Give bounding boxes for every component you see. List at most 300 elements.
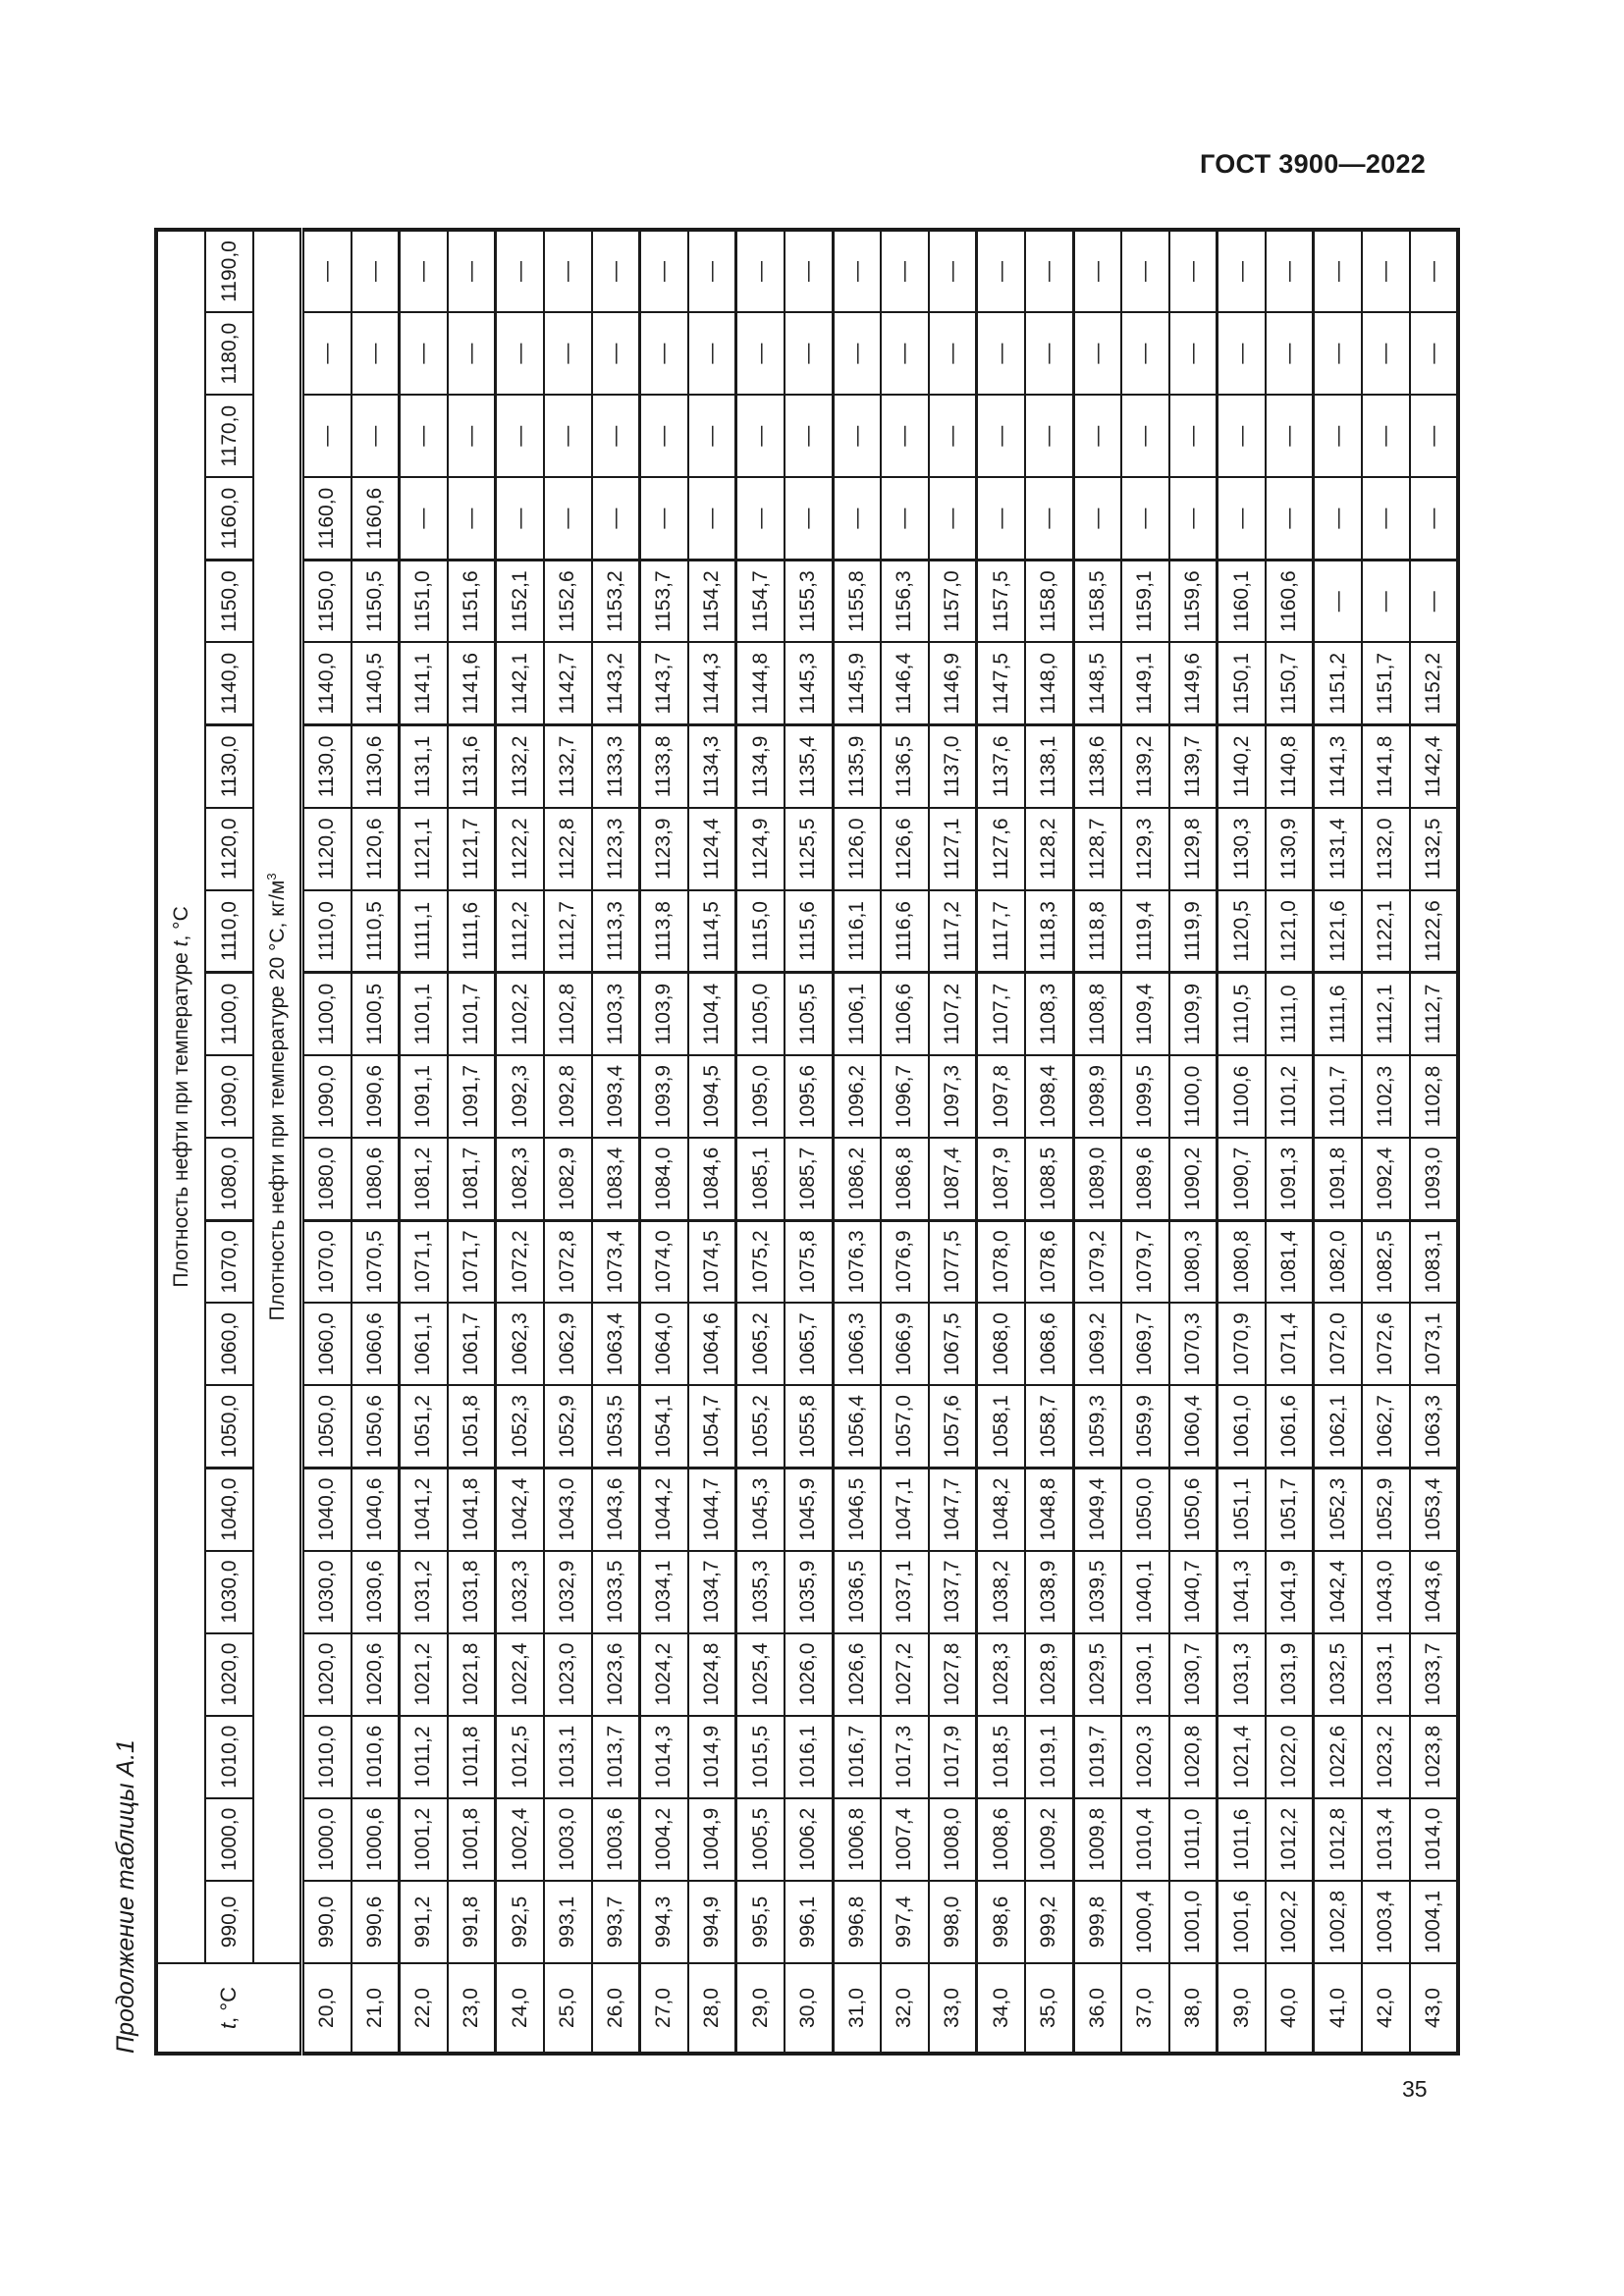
temperature-cell: 28,0	[688, 1963, 736, 2054]
density-cell: 1115,0	[736, 890, 785, 973]
density-cell: 1092,8	[544, 1055, 592, 1138]
density-cell: 1013,7	[592, 1716, 640, 1798]
density-cell: 1005,5	[736, 1798, 785, 1881]
density-cell: —	[302, 312, 352, 395]
table-row	[448, 230, 496, 2054]
density-cell: 1152,2	[1410, 643, 1459, 725]
density-cell: 1120,5	[1218, 890, 1266, 973]
density-cell: 1023,0	[544, 1633, 592, 1716]
density-cell: 1127,6	[977, 808, 1025, 890]
table-row	[785, 230, 833, 2054]
density-column-header: 1110,0	[205, 890, 253, 973]
density-cell: 1012,2	[1266, 1798, 1314, 1881]
density-cell: 1155,8	[833, 560, 881, 642]
density-cell: 1027,8	[929, 1633, 977, 1716]
density-cell: 1150,1	[1218, 643, 1266, 725]
density-cell: 1076,9	[881, 1220, 929, 1303]
density-cell: —	[1410, 312, 1459, 395]
density-cell: 1037,1	[881, 1551, 929, 1633]
density-cell: 1134,3	[688, 725, 736, 808]
density-cell: 1098,9	[1073, 1055, 1121, 1138]
density-cell: —	[881, 477, 929, 560]
density-cell: —	[1073, 312, 1121, 395]
density-cell: —	[736, 395, 785, 477]
density-cell: 1023,6	[592, 1633, 640, 1716]
density-cell: 1026,0	[785, 1633, 833, 1716]
density-cell: —	[400, 312, 448, 395]
density-cell: 1016,7	[833, 1716, 881, 1798]
density-cell: 1050,0	[1121, 1468, 1169, 1550]
density-cell: —	[640, 230, 688, 312]
density-column-header: 1190,0	[205, 230, 253, 312]
density-cell: 1102,8	[1410, 1055, 1459, 1138]
density-cell: 1108,8	[1073, 973, 1121, 1055]
density-cell: 1146,4	[881, 643, 929, 725]
density-cell: 1033,7	[1410, 1633, 1459, 1716]
density-cell: —	[736, 312, 785, 395]
density-cell: 1059,3	[1073, 1385, 1121, 1468]
density-table-container	[154, 231, 1444, 2056]
density-cell: 1034,7	[688, 1551, 736, 1633]
density-cell: 1043,6	[1410, 1551, 1459, 1633]
density-column-header: 1160,0	[205, 477, 253, 560]
density-cell: 1024,2	[640, 1633, 688, 1716]
density-cell: 1150,5	[352, 560, 400, 642]
density-cell: —	[1410, 395, 1459, 477]
density-cell: —	[544, 230, 592, 312]
density-cell: 1100,0	[302, 973, 352, 1055]
density-cell: 1008,0	[929, 1798, 977, 1881]
density-cell: 1010,0	[302, 1716, 352, 1798]
density-cell: 1061,0	[1218, 1385, 1266, 1468]
density-cell: 1057,6	[929, 1385, 977, 1468]
temperature-cell: 42,0	[1362, 1963, 1410, 2054]
temperature-cell: 29,0	[736, 1963, 785, 2054]
density-cell: 1022,0	[1266, 1716, 1314, 1798]
density-cell: 1031,2	[400, 1551, 448, 1633]
density-cell: 1075,8	[785, 1220, 833, 1303]
density-cell: 1094,5	[688, 1055, 736, 1138]
density-cell: 1113,3	[592, 890, 640, 973]
density-cell: —	[1314, 560, 1362, 642]
density-cell: —	[1121, 230, 1169, 312]
density-cell: 1087,4	[929, 1138, 977, 1220]
density-cell: 1022,4	[496, 1633, 544, 1716]
density-cell: 1124,9	[736, 808, 785, 890]
density-cell: 1096,7	[881, 1055, 929, 1138]
density-cell: —	[1362, 395, 1410, 477]
density-cell: —	[1025, 312, 1073, 395]
density-cell: 1061,1	[400, 1303, 448, 1385]
density-cell: 1157,0	[929, 560, 977, 642]
density-cell: 1041,2	[400, 1468, 448, 1550]
density-cell: —	[785, 395, 833, 477]
density-cell: 1001,2	[400, 1798, 448, 1881]
density-cell: 1017,9	[929, 1716, 977, 1798]
density-cell: 1088,5	[1025, 1138, 1073, 1220]
density-cell: —	[640, 395, 688, 477]
density-cell: 1112,7	[544, 890, 592, 973]
density-cell: —	[1410, 560, 1459, 642]
density-cell: 1108,3	[1025, 973, 1073, 1055]
density-cell: —	[881, 312, 929, 395]
density-cell: 1071,1	[400, 1220, 448, 1303]
density-cell: 1137,0	[929, 725, 977, 808]
density-cell: 1052,3	[1314, 1468, 1362, 1550]
density-cell: 1073,4	[592, 1220, 640, 1303]
density-cell: 1101,2	[1266, 1055, 1314, 1138]
density-cell: 1111,1	[400, 890, 448, 973]
density-cell: 1089,6	[1121, 1138, 1169, 1220]
density-cell: 1138,6	[1073, 725, 1121, 808]
density-cell: 1040,7	[1169, 1551, 1218, 1633]
density-cell: 1080,6	[352, 1138, 400, 1220]
density-cell: 1144,3	[688, 643, 736, 725]
density-cell: —	[929, 477, 977, 560]
density-cell: 1090,0	[302, 1055, 352, 1138]
density-cell: 1132,7	[544, 725, 592, 808]
density-cell: 1047,7	[929, 1468, 977, 1550]
density-cell: 997,4	[881, 1881, 929, 1963]
density-cell: 1029,5	[1073, 1633, 1121, 1716]
density-cell: 1013,1	[544, 1716, 592, 1798]
density-cell: 1081,4	[1266, 1220, 1314, 1303]
density-cell: 1051,2	[400, 1385, 448, 1468]
density-cell: 1071,7	[448, 1220, 496, 1303]
density-cell: 1066,3	[833, 1303, 881, 1385]
density-cell: 1106,6	[881, 973, 929, 1055]
density-cell: 1030,0	[302, 1551, 352, 1633]
density-cell: 1111,0	[1266, 973, 1314, 1055]
density-cell: 1100,6	[1218, 1055, 1266, 1138]
density-cell: —	[1314, 312, 1362, 395]
density-cell: 1083,4	[592, 1138, 640, 1220]
density-cell: —	[1169, 395, 1218, 477]
density-cell: 1151,0	[400, 560, 448, 642]
density-cell: —	[881, 230, 929, 312]
table-row	[1218, 230, 1266, 2054]
density-cell: 1097,3	[929, 1055, 977, 1138]
density-cell: 1093,4	[592, 1055, 640, 1138]
density-cell: —	[977, 312, 1025, 395]
density-cell: 1019,7	[1073, 1716, 1121, 1798]
density-cell: —	[688, 230, 736, 312]
density-cell: —	[1266, 312, 1314, 395]
temperature-cell: 22,0	[400, 1963, 448, 2054]
density-cell: 1132,2	[496, 725, 544, 808]
density-cell: 1068,0	[977, 1303, 1025, 1385]
table-caption: Продолжение таблицы А.1	[112, 1739, 139, 2054]
density-cell: 1090,6	[352, 1055, 400, 1138]
density-cell: 1056,4	[833, 1385, 881, 1468]
table-row	[833, 230, 881, 2054]
density-cell: 1071,4	[1266, 1303, 1314, 1385]
density-cell: 1035,9	[785, 1551, 833, 1633]
density-cell: 1125,5	[785, 808, 833, 890]
density-cell: 1074,5	[688, 1220, 736, 1303]
density-cell: 1141,3	[1314, 725, 1362, 808]
density-cell: 1021,8	[448, 1633, 496, 1716]
density-cell: 1135,9	[833, 725, 881, 808]
temperature-cell: 32,0	[881, 1963, 929, 2054]
density-cell: 1151,6	[448, 560, 496, 642]
density-cell: 1033,1	[1362, 1633, 1410, 1716]
density-cell: 1008,6	[977, 1798, 1025, 1881]
table-row	[640, 230, 688, 2054]
density-cell: 1062,7	[1362, 1385, 1410, 1468]
density-cell: 1030,1	[1121, 1633, 1169, 1716]
density-cell: 1102,3	[1362, 1055, 1410, 1138]
density-cell: 1014,3	[640, 1716, 688, 1798]
density-cell: 1128,2	[1025, 808, 1073, 890]
density-cell: 1151,2	[1314, 643, 1362, 725]
density-column-header: 1100,0	[205, 973, 253, 1055]
density-column-header: 1030,0	[205, 1551, 253, 1633]
density-cell: 1160,1	[1218, 560, 1266, 642]
density-cell: 1154,7	[736, 560, 785, 642]
density-cell: 1000,6	[352, 1798, 400, 1881]
density-cell: 1105,0	[736, 973, 785, 1055]
density-cell: 1013,4	[1362, 1798, 1410, 1881]
density-cell: —	[496, 395, 544, 477]
density-cell: 1122,1	[1362, 890, 1410, 973]
density-cell: 1100,0	[1169, 1055, 1218, 1138]
density-cell: 1060,6	[352, 1303, 400, 1385]
density-cell: 1015,5	[736, 1716, 785, 1798]
density-cell: 1153,2	[592, 560, 640, 642]
density-cell: 1061,7	[448, 1303, 496, 1385]
density-cell: 1130,9	[1266, 808, 1314, 890]
density-cell: 1140,8	[1266, 725, 1314, 808]
density-column-header: 1040,0	[205, 1468, 253, 1550]
density-cell: —	[688, 477, 736, 560]
density-cell: 1023,2	[1362, 1716, 1410, 1798]
density-cell: 1040,6	[352, 1468, 400, 1550]
density-cell: 1063,3	[1410, 1385, 1459, 1468]
density-cell: 1048,2	[977, 1468, 1025, 1550]
density-table	[154, 228, 1460, 2056]
density-cell: 1053,4	[1410, 1468, 1459, 1550]
table-row	[400, 230, 448, 2054]
density-cell: —	[977, 395, 1025, 477]
density-cell: 1038,2	[977, 1551, 1025, 1633]
density-cell: 1142,7	[544, 643, 592, 725]
temperature-cell: 35,0	[1025, 1963, 1073, 2054]
density-cell: 1110,5	[1218, 973, 1266, 1055]
density-column-header: 1050,0	[205, 1385, 253, 1468]
density-cell: —	[1266, 230, 1314, 312]
density-column-header: 1130,0	[205, 725, 253, 808]
density-cell: 1126,0	[833, 808, 881, 890]
density-cell: 1052,9	[544, 1385, 592, 1468]
density-cell: 1049,4	[1073, 1468, 1121, 1550]
density-cell: 1044,2	[640, 1468, 688, 1550]
density-cell: 1001,0	[1169, 1881, 1218, 1963]
density-cell: —	[833, 312, 881, 395]
density-column-header: 1120,0	[205, 808, 253, 890]
density-cell: 1086,8	[881, 1138, 929, 1220]
density-cell: 1033,5	[592, 1551, 640, 1633]
density-cell: 1002,4	[496, 1798, 544, 1881]
density-cell: 1085,1	[736, 1138, 785, 1220]
density-cell: 1003,4	[1362, 1881, 1410, 1963]
density-cell: 1041,8	[448, 1468, 496, 1550]
density-cell: —	[977, 477, 1025, 560]
density-cell: 1065,7	[785, 1303, 833, 1385]
density-cell: —	[544, 477, 592, 560]
density-cell: 1045,3	[736, 1468, 785, 1550]
density-cell: 1043,0	[1362, 1551, 1410, 1633]
density-cell: 1148,0	[1025, 643, 1073, 725]
density-cell: —	[1362, 312, 1410, 395]
density-cell: 1070,9	[1218, 1303, 1266, 1385]
density-column-header: 1010,0	[205, 1716, 253, 1798]
density-cell: 1101,1	[400, 973, 448, 1055]
density-cell: 1032,9	[544, 1551, 592, 1633]
density-column-header: 990,0	[205, 1881, 253, 1963]
density-cell: —	[448, 230, 496, 312]
density-cell: 1122,8	[544, 808, 592, 890]
table-row	[1362, 230, 1410, 2054]
density-cell: 1050,0	[302, 1385, 352, 1468]
density-cell: 1069,2	[1073, 1303, 1121, 1385]
density-cell: 1026,6	[833, 1633, 881, 1716]
density-cell: 1122,2	[496, 808, 544, 890]
temperature-cell: 20,0	[302, 1963, 352, 2054]
density-cell: —	[785, 230, 833, 312]
density-cell: 1093,9	[640, 1055, 688, 1138]
density-cell: 1014,0	[1410, 1798, 1459, 1881]
density-cell: 1117,7	[977, 890, 1025, 973]
density-cell: 1051,1	[1218, 1468, 1266, 1550]
density-cell: 1079,7	[1121, 1220, 1169, 1303]
density-cell: 1046,5	[833, 1468, 881, 1550]
density-cell: 1095,6	[785, 1055, 833, 1138]
density-cell: 1141,8	[1362, 725, 1410, 808]
temperature-cell: 41,0	[1314, 1963, 1362, 2054]
density-cell: 1019,1	[1025, 1716, 1073, 1798]
temperature-cell: 30,0	[785, 1963, 833, 2054]
density-cell: —	[448, 395, 496, 477]
density-cell: —	[400, 230, 448, 312]
density-cell: 1140,2	[1218, 725, 1266, 808]
density-cell: 1121,0	[1266, 890, 1314, 973]
density-cell: 1122,6	[1410, 890, 1459, 973]
density-cell: 1160,6	[1266, 560, 1314, 642]
density-cell: —	[1266, 395, 1314, 477]
density-cell: 1091,1	[400, 1055, 448, 1138]
density-cell: 1010,6	[352, 1716, 400, 1798]
density-cell: —	[1169, 312, 1218, 395]
density-cell: 1129,8	[1169, 808, 1218, 890]
density-cell: 1131,4	[1314, 808, 1362, 890]
density-cell: 1083,1	[1410, 1220, 1459, 1303]
density-column-header: 1060,0	[205, 1303, 253, 1385]
density-cell: —	[1218, 230, 1266, 312]
density-cell: 1141,6	[448, 643, 496, 725]
density-cell: 1050,6	[352, 1385, 400, 1468]
density-cell: 1155,3	[785, 560, 833, 642]
density-cell: 1153,7	[640, 560, 688, 642]
density-cell: 1159,1	[1121, 560, 1169, 642]
density-cell: —	[1218, 477, 1266, 560]
density-cell: 1072,0	[1314, 1303, 1362, 1385]
density-cell: —	[448, 312, 496, 395]
density-cell: 1109,4	[1121, 973, 1169, 1055]
density-cell: 1069,7	[1121, 1303, 1169, 1385]
density-cell: 1143,2	[592, 643, 640, 725]
density-values-header-row	[205, 230, 253, 2054]
density-cell: 1073,1	[1410, 1303, 1459, 1385]
density-cell: 1074,0	[640, 1220, 688, 1303]
density-cell: 1040,0	[302, 1468, 352, 1550]
table-row	[1169, 230, 1218, 2054]
density-cell: 1072,2	[496, 1220, 544, 1303]
density-cell: 990,6	[352, 1881, 400, 1963]
density-cell: —	[785, 312, 833, 395]
density-cell: 1028,9	[1025, 1633, 1073, 1716]
density-cell: 1130,0	[302, 725, 352, 808]
density-cell: —	[688, 395, 736, 477]
density-cell: —	[640, 312, 688, 395]
temperature-cell: 39,0	[1218, 1963, 1266, 2054]
density-cell: 1123,9	[640, 808, 688, 890]
table-row	[1314, 230, 1362, 2054]
density-cell: 1150,0	[302, 560, 352, 642]
density-cell: 1131,6	[448, 725, 496, 808]
density-cell: 1128,7	[1073, 808, 1121, 890]
density-cell: —	[400, 477, 448, 560]
density-cell: 994,9	[688, 1881, 736, 1963]
density-cell: 1158,0	[1025, 560, 1073, 642]
density-cell: 1041,3	[1218, 1551, 1266, 1633]
density-cell: 995,5	[736, 1881, 785, 1963]
density-column-header: 1150,0	[205, 560, 253, 642]
density-cell: 1052,3	[496, 1385, 544, 1468]
density-cell: 1119,9	[1169, 890, 1218, 973]
density-cell: 1118,3	[1025, 890, 1073, 973]
density-cell: 1142,1	[496, 643, 544, 725]
density-cell: 1009,2	[1025, 1798, 1073, 1881]
table-row	[1266, 230, 1314, 2054]
density-cell: 1064,6	[688, 1303, 736, 1385]
density-cell: 1150,7	[1266, 643, 1314, 725]
table-row	[1073, 230, 1121, 2054]
density-cell: 1140,0	[302, 643, 352, 725]
density-cell: 1057,0	[881, 1385, 929, 1468]
density-cell: 1116,1	[833, 890, 881, 973]
density-cell: —	[1121, 477, 1169, 560]
density-cell: 1085,7	[785, 1138, 833, 1220]
density-cell: 1028,3	[977, 1633, 1025, 1716]
density-cell: 1078,0	[977, 1220, 1025, 1303]
density-cell: —	[1362, 560, 1410, 642]
density-cell: 1136,5	[881, 725, 929, 808]
density-cell: 992,5	[496, 1881, 544, 1963]
density-cell: —	[785, 477, 833, 560]
density-cell: 991,2	[400, 1881, 448, 1963]
density-cell: —	[448, 477, 496, 560]
density-cell: —	[1169, 230, 1218, 312]
density-cell: 1160,6	[352, 477, 400, 560]
density-cell: 1040,1	[1121, 1551, 1169, 1633]
density-cell: 1099,5	[1121, 1055, 1169, 1138]
density-cell: 1138,1	[1025, 725, 1073, 808]
density-cell: 1084,0	[640, 1138, 688, 1220]
density-cell: 1024,8	[688, 1633, 736, 1716]
density-cell: —	[1025, 477, 1073, 560]
density-cell: 1012,5	[496, 1716, 544, 1798]
